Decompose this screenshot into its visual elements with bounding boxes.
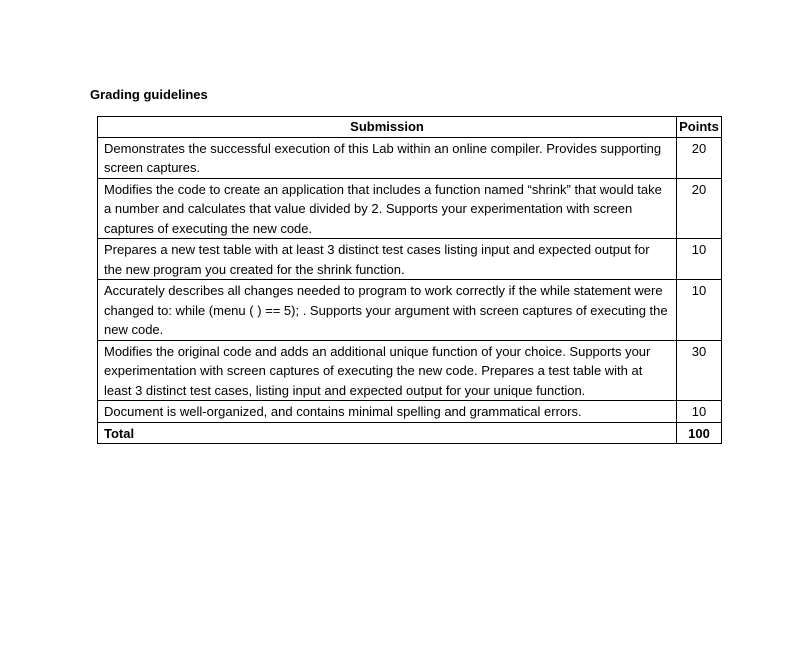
table-row [98,178,722,239]
table-row [98,137,722,178]
table-row [98,280,722,341]
total-row [98,422,722,444]
row-description: Accurately describes all changes needed to program to work correctly if the while statement were changed to: while (menu ( ) == 5); . Supports your argument with screen captures of executing the new code. [98,280,677,341]
submission-column-header: Submission [98,117,677,138]
total-label: Total [98,422,677,444]
table-row [98,340,722,401]
row-points: 20 [677,178,722,239]
table-row [98,401,722,423]
row-description: Prepares a new test table with at least 3 distinct test cases listing input and expected output for the new program you created for the shrink function. [98,239,677,280]
row-points: 30 [677,340,722,401]
row-description: Modifies the code to create an application that includes a function named “shrink” that would take a number and calculates that value divided by 2. Supports your experimentation with screen captures of executing the new code. [98,178,677,239]
row-points: 20 [677,137,722,178]
table-header-row [98,117,722,138]
row-description: Modifies the original code and adds an additional unique function of your choice. Supports your experimentation with screen captures of executing the new code. Prepares a test table with at least 3 distinct test cases, listing input and expected output for your unique function. [98,340,677,401]
row-points: 10 [677,280,722,341]
points-column-header: Points [677,117,722,138]
total-points: 100 [677,422,722,444]
grading-table [97,116,722,444]
row-points: 10 [677,401,722,423]
row-description: Document is well-organized, and contains minimal spelling and grammatical errors. [98,401,677,423]
page-title: Grading guidelines [90,87,208,102]
row-description: Demonstrates the successful execution of this Lab within an online compiler. Provides supporting screen captures. [98,137,677,178]
row-points: 10 [677,239,722,280]
table-row [98,239,722,280]
